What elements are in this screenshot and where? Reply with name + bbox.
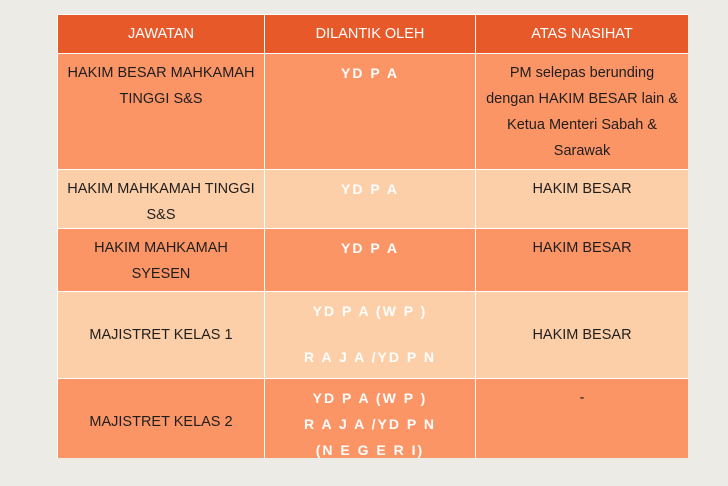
appointer-text: YD P A bbox=[341, 65, 399, 81]
cell-dilantik-oleh bbox=[265, 229, 476, 292]
cell-jawatan: HAKIM MAHKAMAH SYESEN bbox=[58, 229, 265, 292]
cell-dilantik-oleh bbox=[265, 379, 476, 459]
appointer-text: YD P A (W P ) bbox=[312, 390, 428, 406]
cell-atas-nasihat: HAKIM BESAR bbox=[476, 292, 689, 379]
cell-atas-nasihat: - bbox=[476, 379, 689, 459]
appointer-text: YD P A bbox=[341, 181, 399, 197]
cell-jawatan: HAKIM BESAR MAHKAMAH TINGGI S&S bbox=[58, 54, 265, 170]
table-row bbox=[58, 292, 689, 379]
cell-jawatan: HAKIM MAHKAMAH TINGGI S&S bbox=[58, 170, 265, 229]
appointment-table-frame bbox=[57, 14, 688, 458]
header-atas-nasihat: ATAS NASIHAT bbox=[476, 15, 689, 54]
table-header-row bbox=[58, 15, 689, 54]
appointer-text: YD P A (W P ) bbox=[312, 303, 428, 319]
appointment-table bbox=[57, 14, 688, 458]
header-dilantik-oleh: DILANTIK OLEH bbox=[265, 15, 476, 54]
appointer-text: R A J A /YD P N bbox=[304, 416, 436, 432]
appointer-text: (N E G E R I) bbox=[315, 442, 425, 458]
cell-atas-nasihat: HAKIM BESAR bbox=[476, 170, 689, 229]
cell-jawatan: MAJISTRET KELAS 2 bbox=[58, 379, 265, 459]
table-row bbox=[58, 229, 689, 292]
cell-dilantik-oleh bbox=[265, 54, 476, 170]
cell-atas-nasihat: HAKIM BESAR bbox=[476, 229, 689, 292]
table-row bbox=[58, 379, 689, 459]
appointer-text: R A J A /YD P N bbox=[304, 349, 436, 365]
cell-jawatan: MAJISTRET KELAS 1 bbox=[58, 292, 265, 379]
cell-atas-nasihat: PM selepas berunding dengan HAKIM BESAR lain & Ketua Menteri Sabah & Sarawak bbox=[476, 54, 689, 170]
cell-dilantik-oleh bbox=[265, 292, 476, 379]
table-row bbox=[58, 170, 689, 229]
header-jawatan: JAWATAN bbox=[58, 15, 265, 54]
table-row bbox=[58, 54, 689, 170]
cell-dilantik-oleh bbox=[265, 170, 476, 229]
appointer-text: YD P A bbox=[341, 240, 399, 256]
